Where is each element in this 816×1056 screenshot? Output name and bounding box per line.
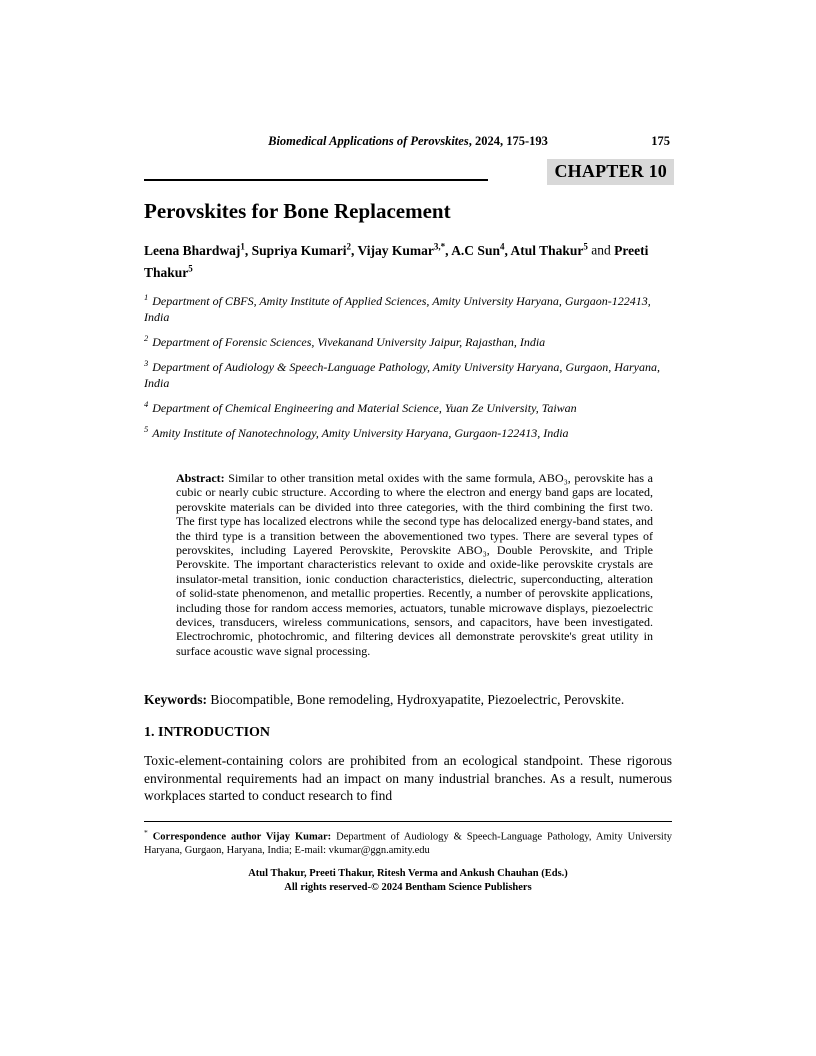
section-heading-introduction: 1. INTRODUCTION xyxy=(144,725,271,741)
affiliation-marker: 2 xyxy=(144,333,149,343)
footnote-marker: * xyxy=(144,828,148,837)
author-affiliation-marker: 4 xyxy=(499,241,505,251)
author-affiliation-marker: 2 xyxy=(346,241,352,251)
affiliation-text: Amity Institute of Nanotechnology, Amity University Haryana, Gurgaon-122413, India xyxy=(152,426,569,440)
affiliation-item xyxy=(144,355,672,391)
author: Supriya Kumari$^2$, xyxy=(251,241,358,258)
affiliation-text: Department of CBFS, Amity Institute of Applied Sciences, Amity University Haryana, Gurgaon-122413, India xyxy=(144,294,651,324)
introduction-paragraph: Toxic-element-containing colors are prohibited from an ecological standpoint. These rigorous environmental requirements had an impact on many industrial branches. As a result, numerous workplaces started to conduct research to find xyxy=(144,753,672,803)
affiliation-item xyxy=(144,396,672,416)
footnote-text: Department of Audiology & Speech-Language Pathology, Amity University Haryana, Gurgaon, Haryana, India; E-mail: vkumar@ggn.amity.edu xyxy=(144,831,672,856)
affiliation-marker: 5 xyxy=(144,424,149,434)
chapter-header-row xyxy=(144,159,672,185)
affiliation-item xyxy=(144,289,672,325)
author: A.C Sun$^4$, xyxy=(451,241,511,258)
author: Preeti Thakur$^5$ xyxy=(144,242,649,280)
affiliation-text: Department of Audiology & Speech-Language Pathology, Amity University Haryana, Gurgaon, Haryana, India xyxy=(144,360,660,390)
keywords xyxy=(144,691,672,708)
affiliation-text: Department of Chemical Engineering and Material Science, Yuan Ze University, Taiwan xyxy=(152,401,577,415)
affiliation-item xyxy=(144,330,672,350)
abstract-label: Abstract: xyxy=(176,471,225,485)
author-affiliation-marker: 5 xyxy=(583,241,588,251)
imprint xyxy=(144,867,672,895)
editors-line: Atul Thakur, Preeti Thakur, Ritesh Verma and Ankush Chauhan (Eds.) xyxy=(248,867,568,879)
affiliation-marker: 3 xyxy=(144,358,149,368)
authors-line xyxy=(144,237,672,282)
page-title: Perovskites for Bone Replacement xyxy=(144,199,451,223)
footer-block xyxy=(144,821,672,895)
author: Vijay Kumar$^{3,*}$, xyxy=(357,241,452,258)
page-number: 175 xyxy=(651,134,670,148)
author-affiliation-marker: 1 xyxy=(240,241,245,251)
running-head xyxy=(144,134,672,148)
author-affiliation-marker: 3,* xyxy=(433,241,446,251)
affiliation-text: Department of Forensic Sciences, Vivekanand University Jaipur, Rajasthan, India xyxy=(152,335,546,349)
chapter-badge: CHAPTER 10 xyxy=(547,159,674,185)
correspondence-footnote xyxy=(144,821,672,857)
page-content xyxy=(144,134,672,804)
running-head-book-title: Biomedical Applications of Perovskites xyxy=(268,134,469,148)
affiliations-block xyxy=(144,289,672,441)
affiliation-marker: 1 xyxy=(144,292,149,302)
keywords-label: Keywords: xyxy=(144,692,207,708)
running-head-meta: , 2024, 175-193 xyxy=(468,134,548,148)
author: Atul Thakur$^5$ xyxy=(510,241,588,258)
abstract xyxy=(176,471,653,658)
affiliation-item xyxy=(144,421,672,441)
author-affiliation-marker: 5 xyxy=(188,263,193,274)
abstract-text: Similar to other transition metal oxides with the same formula, ABO₃, perovskite has a cubic or nearly cubic structure. According to where the electron and energy band gaps are located, perovskite materials can be divided into three categories, with the third combining the first two. The first type has localized electrons while the second type has delocalized energy-band states, and the third type is a transition between the abovementioned two types. There are several types of perovskites, including Layered Perovskite, Perovskite ABO₃, Double Perovskite, and Triple Perovskite. The important characteristics relevant to oxide and oxide-like perovskite crystals are insulator-metal transition, ionic conduction characteristics, dielectric, superconducting, alteration of solid-state phenomenon, and metallic properties. Recently, a number of perovskite applications, including those for random access memories, actuators, tunable microwave displays, piezoelectric devices, transducers, wireless communications, sensors, and capacitors, have been investigated. Electrochromic, photochromic, and filtering devices all demonstrate perovskite's great utility in surface acoustic wave signal processing. xyxy=(176,471,654,658)
affiliation-marker: 4 xyxy=(144,399,149,409)
author: Leena Bhardwaj$^1$, xyxy=(144,241,252,258)
keywords-text: Biocompatible, Bone remodeling, Hydroxyapatite, Piezoelectric, Perovskite. xyxy=(210,692,625,708)
footnote-bold: Correspondence author Vijay Kumar: xyxy=(152,831,332,843)
rights-line: All rights reserved-© 2024 Bentham Science Publishers xyxy=(284,881,532,893)
chapter-rule xyxy=(144,179,488,181)
authors-connector: and xyxy=(591,242,611,258)
